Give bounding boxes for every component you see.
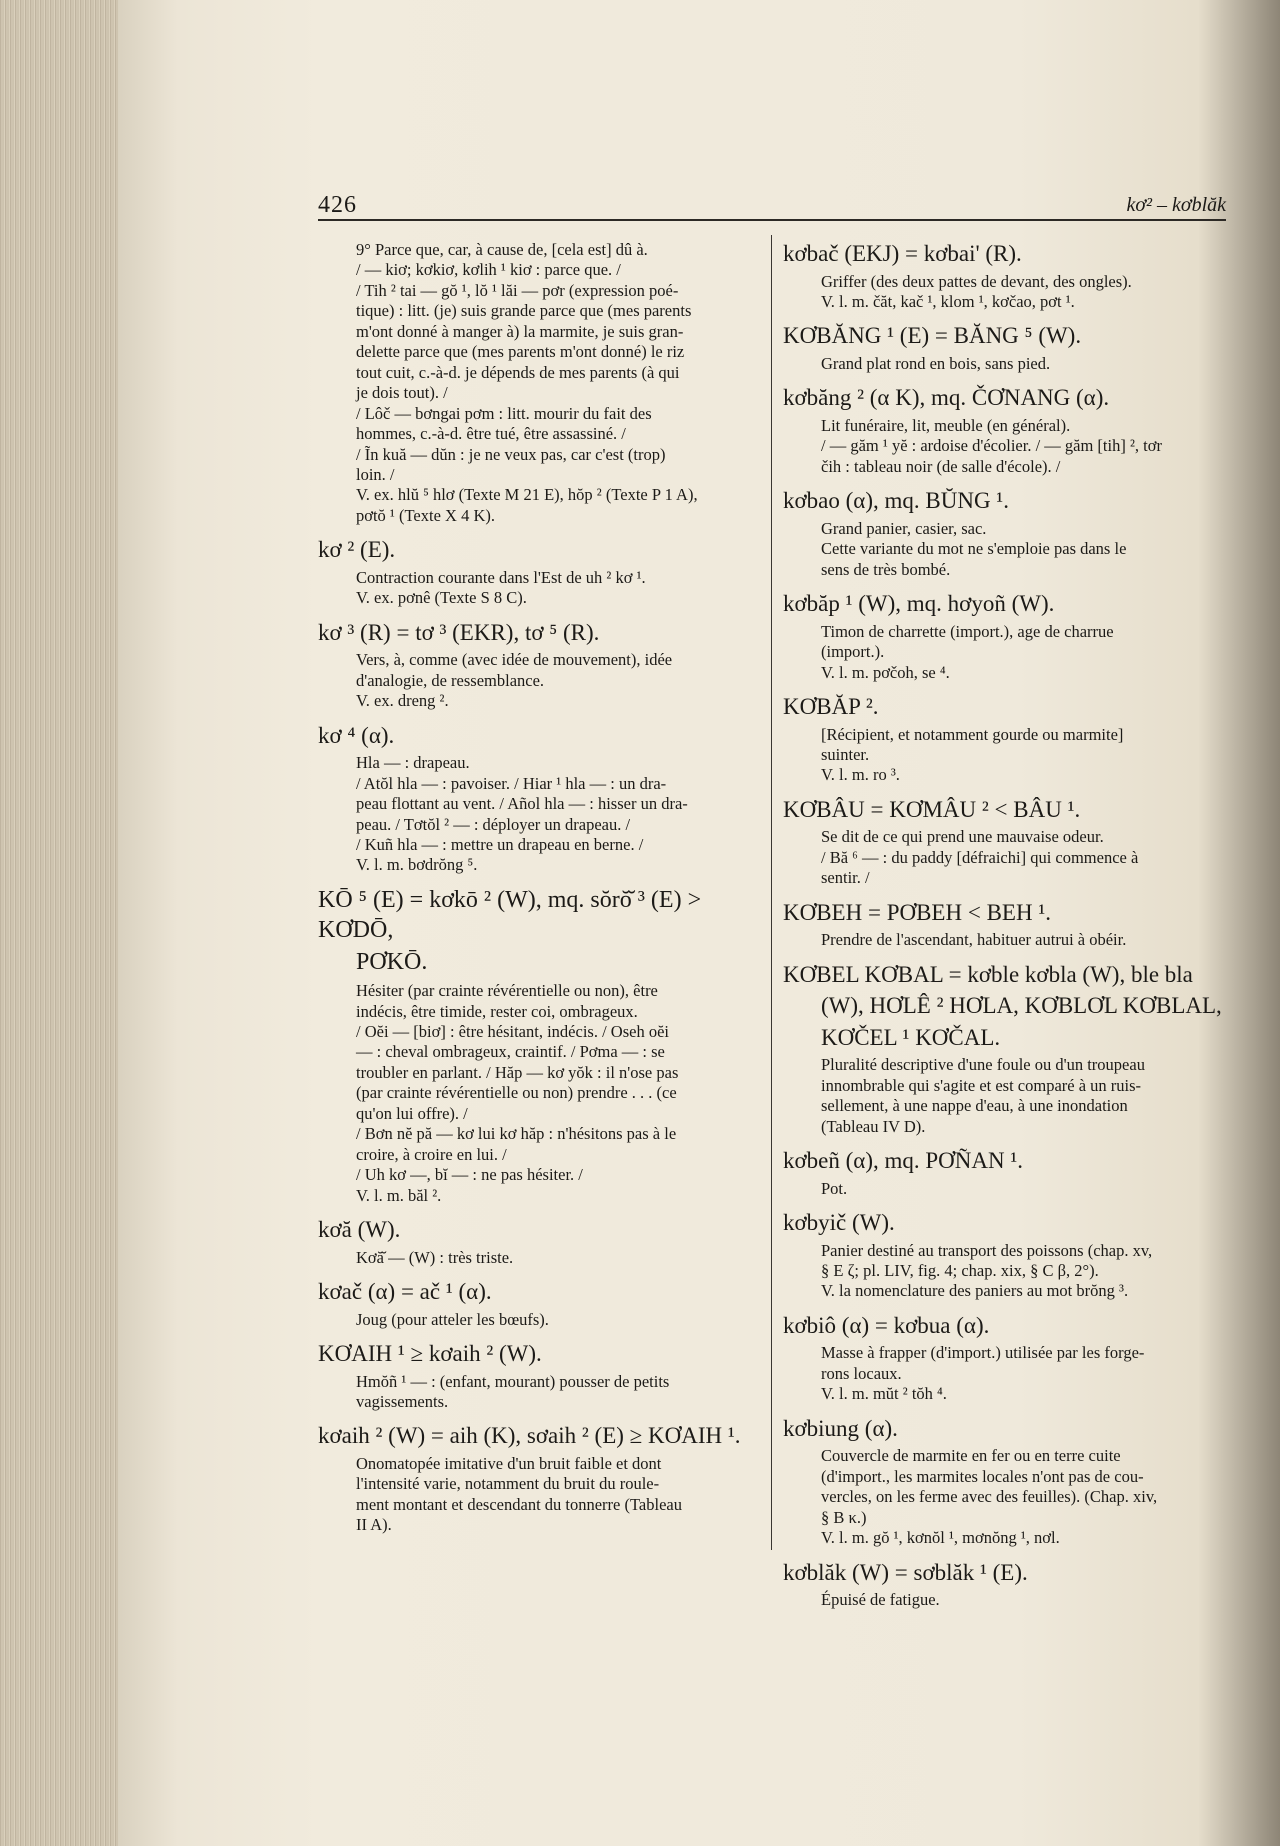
entry-line: ment montant et descendant du tonnerre (Tableau <box>356 1494 682 1514</box>
entry-body <box>783 1241 1225 1302</box>
entry-line: sellement, à une nappe d'eau, à une inondation <box>821 1096 1128 1116</box>
entry-line: rons locaux. <box>821 1363 902 1383</box>
entry-line: čih : tableau noir (de salle d'école). / <box>821 456 1061 476</box>
entry-headword: KŌ ⁵ (E) = kơkō ² (W), mq. sŏrŏ̆ ³ (E) > KƠDŌ, <box>318 886 702 943</box>
entry-line: Hla — : drapeau. <box>356 753 470 773</box>
entry-line: V. ex. hlŭ ⁵ hlơ (Texte M 21 E), hŏp ² (Texte P 1 A), <box>356 485 698 505</box>
entry-line: Kơă̆ — (W) : très triste. <box>356 1247 514 1267</box>
dictionary-entry <box>783 693 1225 786</box>
entry-line: (Tableau IV D). <box>821 1116 926 1136</box>
entry-line: V. l. m. băl ². <box>356 1185 442 1205</box>
entry-line: (par crainte révérentielle ou non) prendre . . . (ce <box>356 1083 677 1103</box>
entry-line: V. l. m. gŏ ¹, kơnŏl ¹, mơnŏng ¹, nơl. <box>821 1528 1060 1548</box>
entry-line: / Lôč — bơngai pơm : litt. mourir du fait des <box>356 403 652 423</box>
entry-line: tique) : litt. (je) suis grande parce que (mes parents <box>356 301 692 321</box>
entry-body <box>318 1454 758 1536</box>
entry-body <box>318 753 758 876</box>
entry-line: Panier destiné au transport des poissons (chap. xv, <box>821 1240 1153 1260</box>
entry-headword: kơbăp ¹ (W), mq. hơyoñ (W). <box>783 591 1055 617</box>
entry-body <box>318 981 758 1206</box>
dictionary-entry <box>783 796 1225 889</box>
entry-headword: kơ ³ (R) = tơ ³ (EKR), tơ ⁵ (R). <box>318 619 600 645</box>
entry-line: peau flottant au vent. / Añol hla — : hisser un dra- <box>356 794 688 814</box>
entry-body <box>783 725 1225 786</box>
entry-line: loin. / <box>356 464 395 484</box>
entry-line: Épuisé de fatigue. <box>821 1590 940 1610</box>
dictionary-entry <box>783 899 1225 951</box>
entry-headword: KƠAIH ¹ ≥ kơaih ² (W). <box>318 1341 542 1367</box>
entry-headword: kơbiô (α) = kơbua (α). <box>783 1312 990 1338</box>
entry-line: / Bă ⁶ — : du paddy [défraichi] qui commence à <box>821 847 1139 867</box>
entry-body <box>783 1446 1225 1548</box>
entry-headword-cont: PƠKŌ. <box>356 949 428 976</box>
entry-headword: KƠBÂU = KƠMÂU ² < BÂU ¹. <box>783 796 1081 822</box>
running-head: kơ² – kơblăk <box>1126 194 1226 216</box>
entry-line: je dois tout). / <box>356 383 448 403</box>
entry-line: V. l. m. bơdrŏng ⁵. <box>356 855 478 875</box>
entry-line: / Oĕi — [biơ] : être hésitant, indécis. / Oseh oĕi <box>356 1022 669 1042</box>
entry-line: § B κ.) <box>821 1507 867 1527</box>
entry-line: / — găm ¹ yĕ : ardoise d'écolier. / — găm [tih] ², tơr <box>821 436 1162 456</box>
entry-line: Pot. <box>821 1178 848 1198</box>
dictionary-entry <box>318 1216 758 1268</box>
entry-headword: kơblăk (W) = sơblăk ¹ (E). <box>783 1559 1028 1585</box>
entry-line: Timon de charrette (import.), age de charrue <box>821 621 1114 641</box>
entry-line: / Uh kơ —, bĭ — : ne pas hésiter. / <box>356 1165 583 1185</box>
dictionary-entry <box>783 590 1225 683</box>
entry-line: V. l. m. čăt, kač ¹, klom ¹, kơčao, pơt ¹. <box>821 291 1075 311</box>
entry-line: suinter. <box>821 744 870 764</box>
entry-line: / Atŏl hla — : pavoiser. / Hiar ¹ hla — : un dra- <box>356 773 667 793</box>
dictionary-entry <box>783 1209 1225 1302</box>
header-rule <box>318 219 1226 221</box>
dictionary-entry <box>318 1422 758 1535</box>
entry-line: Grand panier, casier, sac. <box>821 518 987 538</box>
entry-line: Couvercle de marmite en fer ou en terre cuite <box>821 1446 1121 1466</box>
entry-line: V. ex. pơnê (Texte S 8 C). <box>356 588 527 608</box>
entry-body <box>783 930 1225 950</box>
entry-line: hommes, c.-à-d. être tué, être assassiné. / <box>356 424 626 444</box>
entry-headword: KƠBEL KƠBAL = kơble kơbla (W), ble bla <box>783 961 1193 987</box>
entry-line: croire, à croire en lui. / <box>356 1144 507 1164</box>
entry-line: / Tih ² tai — gŏ ¹, lŏ ¹ lăi — pơr (expression poé- <box>356 280 679 300</box>
entry-line: Vers, à, comme (avec idée de mouvement), idée <box>356 650 673 670</box>
page-number: 426 <box>318 192 357 218</box>
dictionary-entry <box>783 1312 1225 1405</box>
entry-body <box>783 519 1225 580</box>
entry-line: qu'on lui offre). / <box>356 1103 468 1123</box>
dictionary-entry <box>318 886 758 1206</box>
entry-body <box>783 354 1225 374</box>
dictionary-entry <box>318 1340 758 1412</box>
entry-body <box>783 1343 1225 1404</box>
entry-line: Joug (pour atteler les bœufs). <box>356 1309 549 1329</box>
dictionary-entry <box>783 487 1225 580</box>
dictionary-entry <box>318 722 758 876</box>
entry-body <box>318 1310 758 1330</box>
entry-line: Hésiter (par crainte révérentielle ou non), être <box>356 981 658 1001</box>
entry-line: d'analogie, de ressemblance. <box>356 670 545 690</box>
entry-line: Prendre de l'ascendant, habituer autrui à obéir. <box>821 930 1127 950</box>
entry-line: / Kuñ hla — : mettre un drapeau en berne. / <box>356 834 644 854</box>
entry-headword: kơbiung (α). <box>783 1415 898 1441</box>
dictionary-entry <box>783 384 1225 477</box>
column-divider <box>771 235 772 1550</box>
entry-line: innombrable qui s'agite et est comparé à un ruis- <box>821 1075 1142 1095</box>
entry-body <box>783 1055 1225 1137</box>
entry-body <box>783 622 1225 683</box>
entry-line: sens de très bombé. <box>821 559 951 579</box>
entry-line: [Récipient, et notamment gourde ou marmite] <box>821 724 1124 744</box>
dictionary-entry <box>783 1415 1225 1549</box>
entry-headword-cont: (W), HƠLÊ ² HƠLA, KƠBLƠL KƠBLAL, <box>821 993 1222 1019</box>
entry-headword: kơač (α) = ač ¹ (α). <box>318 1279 492 1305</box>
entry-headword: kơ ⁴ (α). <box>318 722 395 748</box>
right-column <box>783 240 1225 1621</box>
entry-line: V. l. m. pơčoh, se ⁴. <box>821 662 950 682</box>
entry-line: 9° Parce que, car, à cause de, [cela est] dû à. <box>356 240 648 259</box>
dictionary-entry <box>783 240 1225 312</box>
entry-line: Grand plat rond en bois, sans pied. <box>821 353 1051 373</box>
entry-headword: kơbač (EKJ) = kơbai' (R). <box>783 241 1022 266</box>
entry-line: II A). <box>356 1515 392 1535</box>
entry-headword-cont: KƠČEL ¹ KƠČAL. <box>821 1024 1001 1050</box>
entry-line: vagissements. <box>356 1392 449 1412</box>
entry-line: (import.). <box>821 642 885 662</box>
entry-line: vercles, on les ferme avec des feuilles). (Chap. xiv, <box>821 1487 1158 1507</box>
entry-line: tout cuit, c.-à-d. je dépends de mes parents (à qui <box>356 362 680 382</box>
entry-line: / — kiơ; kơkiơ, kơlih ¹ kiơ : parce que. / <box>356 260 621 280</box>
dictionary-entry <box>783 322 1225 374</box>
entry-line: peau. / Tơtŏl ² — : déployer un drapeau. / <box>356 814 631 834</box>
entry-line: / Bơn nĕ pă — kơ lui kơ hăp : n'hésitons pas à le <box>356 1124 677 1144</box>
entry-line: delette parce que (mes parents m'ont donné) le riz <box>356 342 685 362</box>
entry-headword: kơă (W). <box>318 1217 401 1243</box>
entry-line: Contraction courante dans l'Est de uh ² kơ ¹. <box>356 567 646 587</box>
entry-line: V. l. m. ro ³. <box>821 765 900 785</box>
entry-line: Cette variante du mot ne s'emploie pas dans le <box>821 539 1127 559</box>
entry-line: Hmŏñ ¹ — : (enfant, mourant) pousser de petits <box>356 1371 670 1391</box>
dictionary-entry <box>783 961 1225 1137</box>
entry-line: V. l. m. mŭt ² tŏh ⁴. <box>821 1384 947 1404</box>
entry-headword: KƠBĂNG ¹ (E) = BĂNG ⁵ (W). <box>783 323 1082 349</box>
entry-line: V. ex. dreng ². <box>356 691 449 711</box>
entry-body <box>783 416 1225 477</box>
dictionary-entry <box>318 536 758 608</box>
page-header <box>318 192 1226 218</box>
entry-headword: kơbeñ (α), mq. PƠÑAN ¹. <box>783 1148 1024 1174</box>
entry-body <box>318 240 758 526</box>
entry-line: Lit funéraire, lit, meuble (en général). <box>821 415 1071 435</box>
entry-headword: kơ ² (E). <box>318 537 396 563</box>
entry-body <box>318 1248 758 1268</box>
entry-line: § E ζ; pl. LIV, fig. 4; chap. xix, § C β, 2°). <box>821 1261 1099 1281</box>
entry-line: (d'import., les marmites locales n'ont pas de cou- <box>821 1466 1144 1486</box>
entry-body <box>318 568 758 609</box>
dictionary-entry <box>783 1147 1225 1199</box>
entry-line: m'ont donné à manger à) la marmite, je suis gran- <box>356 321 684 341</box>
entry-line: pơtŏ ¹ (Texte X 4 K). <box>356 505 495 525</box>
entry-line: troubler en parlant. / Hăp — kơ yŏk : il n'ose pas <box>356 1062 679 1082</box>
entry-line: / Ĩn kuă — dŭn : je ne veux pas, car c'est (trop) <box>356 444 666 464</box>
dictionary-entry <box>783 1559 1225 1611</box>
entry-line: indécis, être timide, rester coi, ombrageux. <box>356 1001 638 1021</box>
entry-line: — : cheval ombrageux, craintif. / Pơma — : se <box>356 1042 665 1062</box>
entry-body <box>318 650 758 711</box>
entry-line: Se dit de ce qui prend une mauvaise odeur. <box>821 827 1104 847</box>
dictionary-entry <box>318 240 758 526</box>
entry-body <box>318 1372 758 1413</box>
entry-line: l'intensité varie, notamment du bruit du roule- <box>356 1474 660 1494</box>
entry-line: Onomatopée imitative d'un bruit faible et dont <box>356 1453 662 1473</box>
entry-line: sentir. / <box>821 868 870 888</box>
entry-line: Masse à frapper (d'import.) utilisée par les forge- <box>821 1343 1145 1363</box>
entry-body <box>783 272 1225 313</box>
entry-headword: kơbao (α), mq. BŬNG ¹. <box>783 488 1009 514</box>
entry-line: Pluralité descriptive d'une foule ou d'un troupeau <box>821 1055 1145 1075</box>
entry-headword: kơaih ² (W) = aih (K), sơaih ² (E) ≥ KƠAIH ¹. <box>318 1423 741 1449</box>
dictionary-entry <box>318 1278 758 1330</box>
left-column <box>318 240 758 1546</box>
entry-body <box>783 1179 1225 1199</box>
entry-body <box>783 827 1225 888</box>
entry-body <box>783 1590 1225 1610</box>
entry-headword: KƠBEH = PƠBEH < BEH ¹. <box>783 899 1051 925</box>
entry-line: Griffer (des deux pattes de devant, des ongles). <box>821 271 1132 291</box>
entry-headword: kơbyič (W). <box>783 1210 895 1236</box>
entry-headword: KƠBĂP ². <box>783 694 879 720</box>
entry-line: V. la nomenclature des paniers au mot brŏng ³. <box>821 1281 1129 1301</box>
dictionary-entry <box>318 619 758 712</box>
entry-headword: kơbăng ² (α K), mq. ČƠNANG (α). <box>783 385 1110 411</box>
